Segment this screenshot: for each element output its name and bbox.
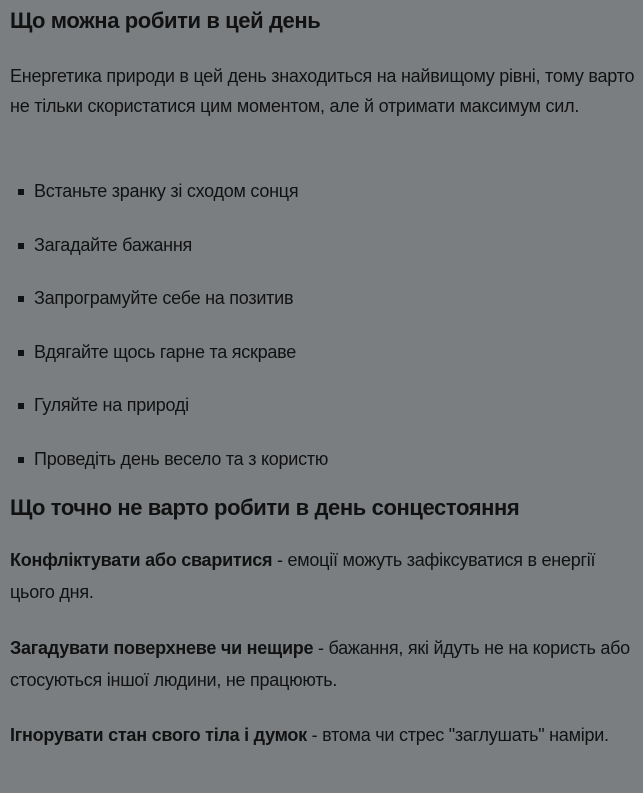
todo-list	[18, 177, 328, 498]
list-item	[18, 445, 328, 499]
dont-point-title: Конфліктувати або сваритися	[10, 550, 273, 570]
dont-point-text: - бажання, які йдуть не на користь або стосуються іншої людини, не працюють.	[10, 638, 630, 690]
dont-point-text: - емоції можуть зафіксуватися в енергії цього дня.	[10, 550, 596, 602]
list-item	[18, 391, 328, 445]
list-item	[18, 177, 328, 231]
list-item	[18, 338, 328, 392]
list-item-text: Запрограмуйте себе на позитив	[34, 288, 294, 308]
square-bullet-icon	[18, 457, 24, 463]
intro-paragraph: Енергетика природи в цей день знаходиться на найвищому рівні, тому варто не тільки скористатися цим моментом, але й отримати максимум сил.	[10, 66, 635, 116]
square-bullet-icon	[18, 243, 24, 249]
dont-point-title: Загадувати поверхневе чи нещире	[10, 638, 314, 658]
square-bullet-icon	[18, 189, 24, 195]
list-item-text: Гуляйте на природі	[34, 395, 189, 415]
list-item-text: Встаньте зранку зі сходом сонця	[34, 181, 299, 201]
square-bullet-icon	[18, 350, 24, 356]
list-item	[18, 284, 328, 338]
dont-point	[10, 632, 635, 696]
square-bullet-icon	[18, 403, 24, 409]
list-item-text: Проведіть день весело та з користю	[34, 448, 329, 469]
list-item-text: Загадайте бажання	[34, 234, 193, 255]
section-heading-dont: Що точно не варто робити в день сонцестояння	[10, 495, 520, 520]
square-bullet-icon	[18, 296, 24, 302]
section-heading-do: Що можна робити в цей день	[10, 8, 321, 33]
dont-point-title: Ігнорувати стан свого тіла і думок	[10, 725, 307, 745]
list-item	[18, 231, 328, 285]
dont-point	[10, 544, 635, 608]
list-item-text: Вдягайте щось гарне та яскраве	[34, 341, 297, 362]
dont-point-text: - втома чи стрес "заглушать" наміри.	[306, 725, 609, 745]
dont-point	[10, 719, 635, 751]
